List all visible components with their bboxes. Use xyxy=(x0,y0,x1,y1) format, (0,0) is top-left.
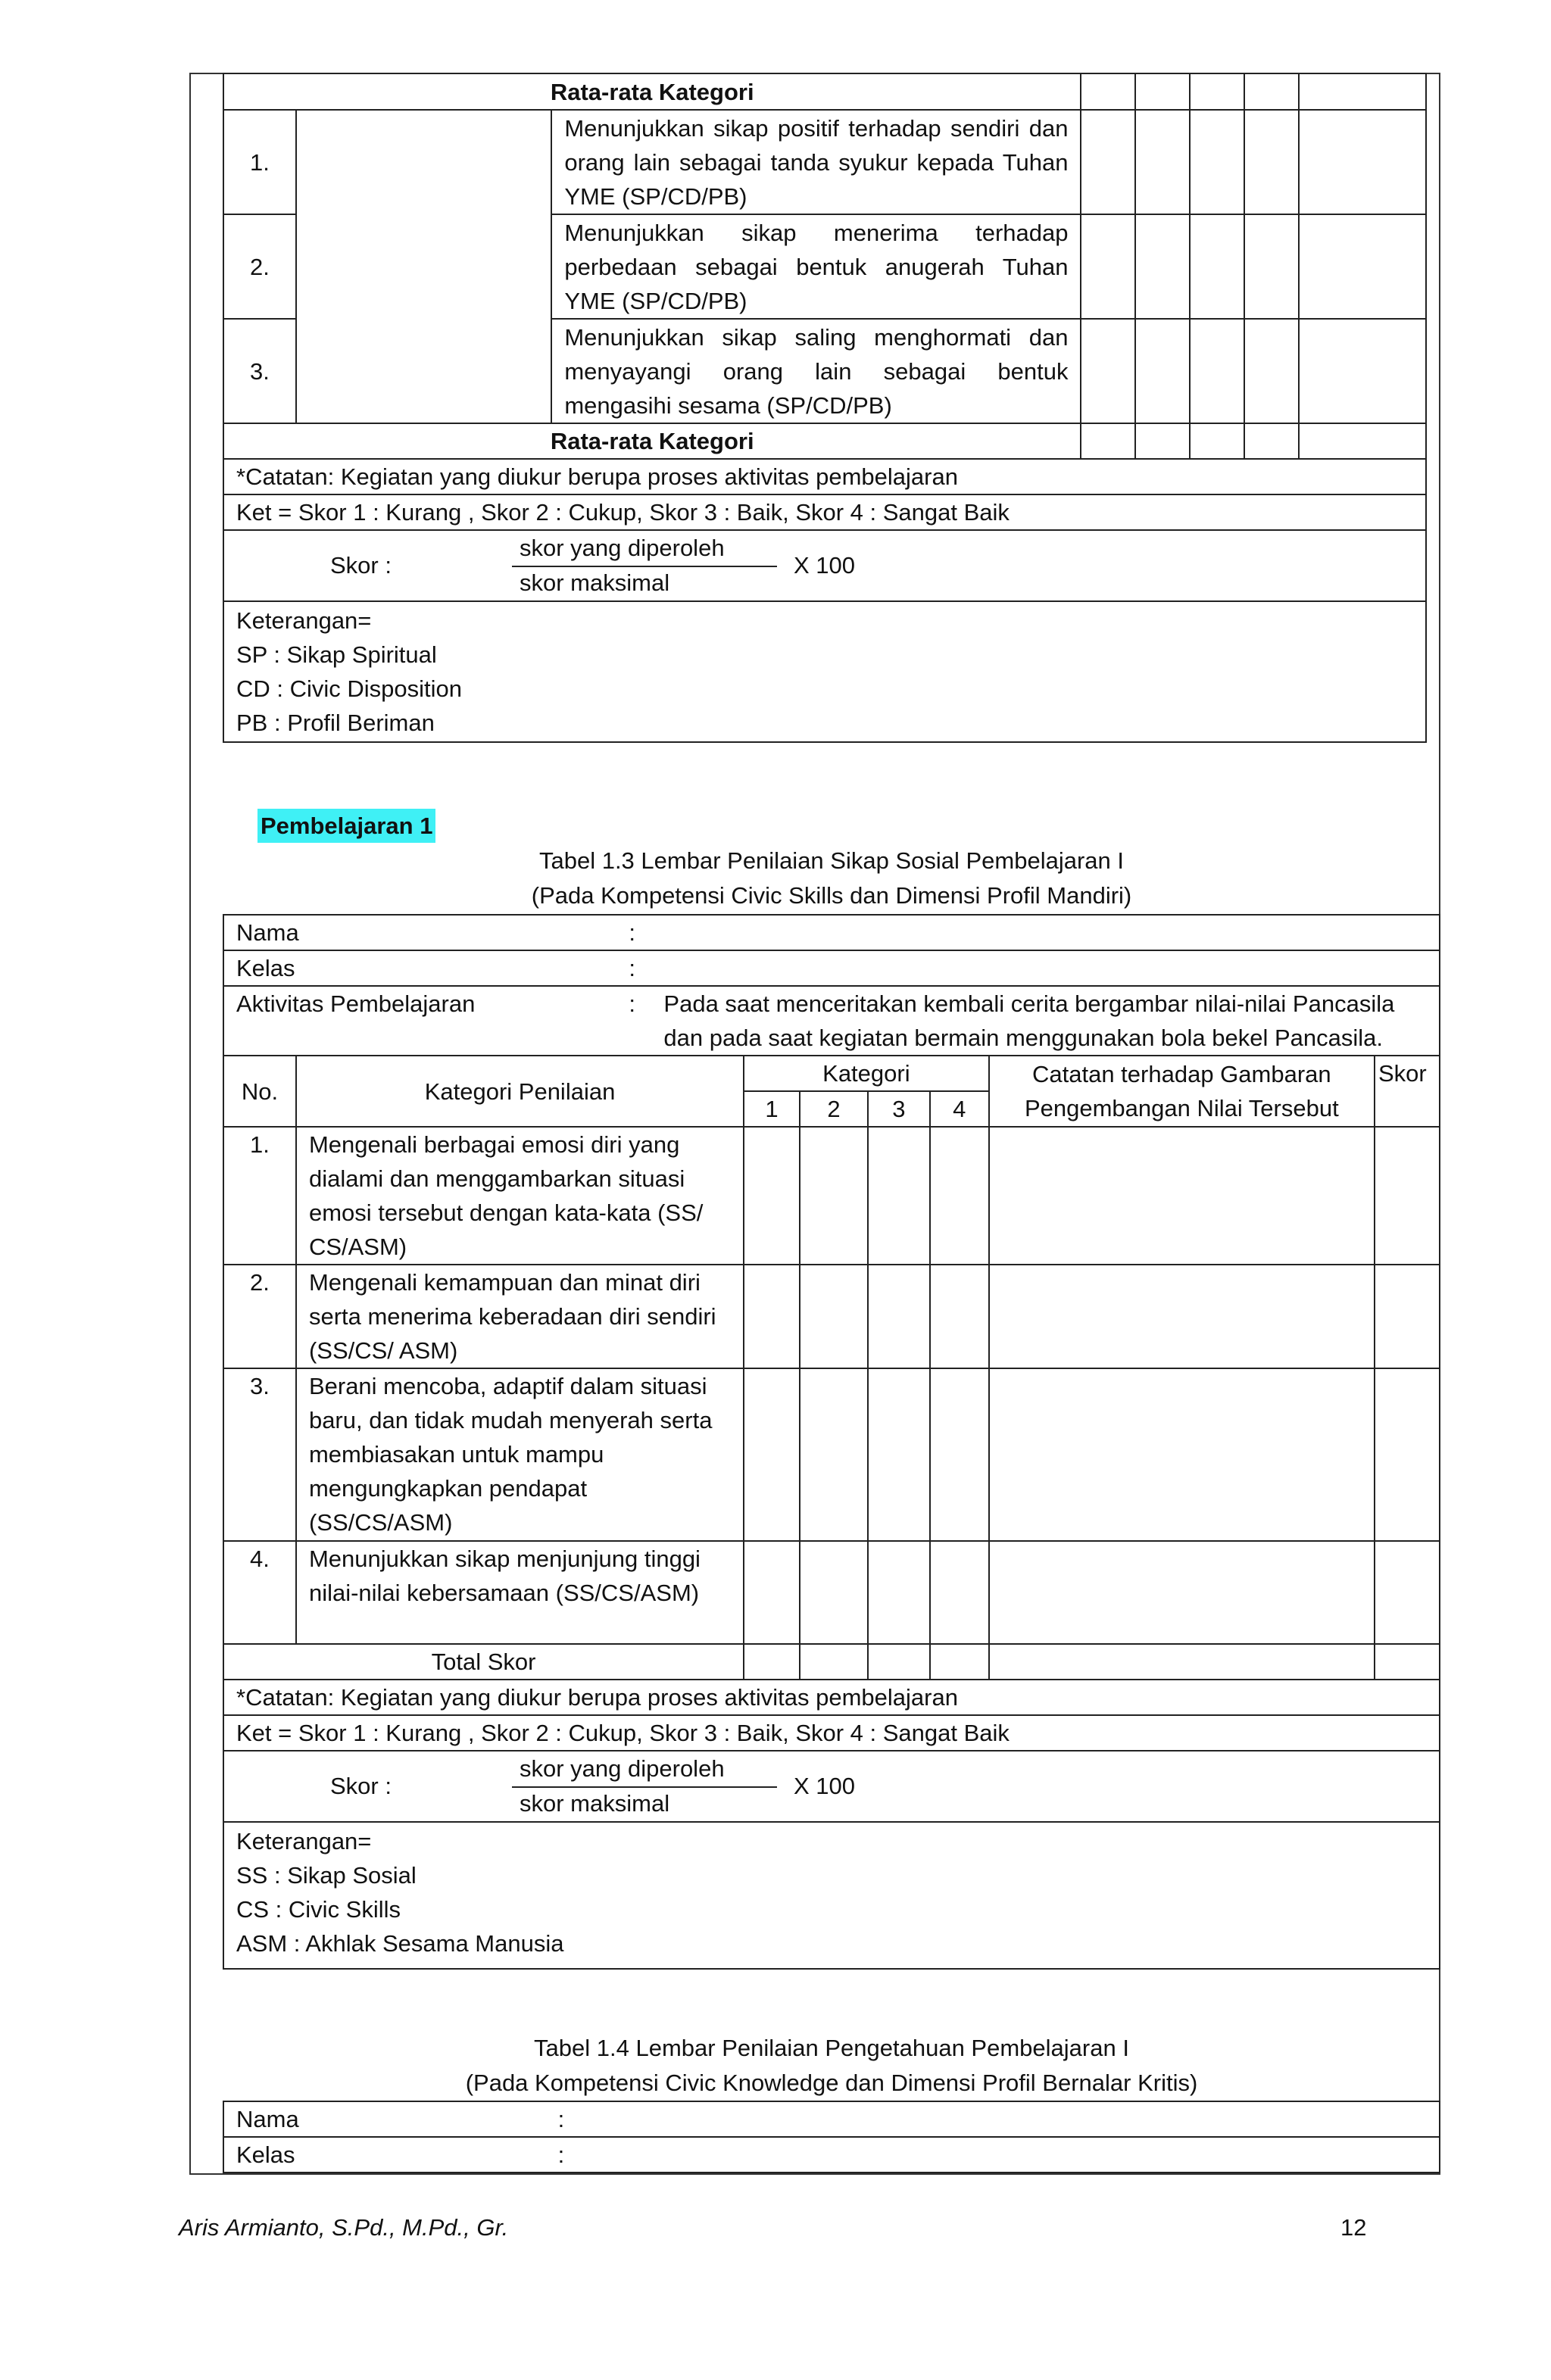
catatan-cell[interactable] xyxy=(989,1644,1375,1680)
score-cell[interactable] xyxy=(930,1644,989,1680)
keterangan-block xyxy=(223,1822,1440,1969)
score-cell[interactable] xyxy=(800,1265,868,1368)
row-number: 2. xyxy=(223,214,296,319)
score-cell[interactable] xyxy=(1081,73,1135,110)
skor-cell[interactable] xyxy=(1375,1541,1440,1644)
page-number: 12 xyxy=(1340,2214,1367,2241)
score-cell[interactable] xyxy=(744,1644,800,1680)
score-cell[interactable] xyxy=(1299,110,1426,214)
score-cell[interactable] xyxy=(1135,110,1190,214)
aktivitas-value: Pada saat menceritakan kembali cerita bergambar nilai-nilai Pancasila dan pada saat kegiatan bermain menggunakan bola bekel Pancasila. xyxy=(663,990,1395,1051)
keterangan-item: PB : Profil Beriman xyxy=(236,710,435,736)
score-cell[interactable] xyxy=(1244,214,1299,319)
score-cell[interactable] xyxy=(868,1265,930,1368)
skor-cell[interactable] xyxy=(1375,1368,1440,1541)
keterangan-block xyxy=(223,601,1426,742)
col-k1: 1 xyxy=(744,1091,800,1127)
skor-formula xyxy=(223,530,1426,601)
catatan-cell[interactable] xyxy=(989,1541,1375,1644)
row-number: 4. xyxy=(223,1541,296,1644)
section-label-highlight: Pembelajaran 1 xyxy=(257,809,435,843)
score-cell[interactable] xyxy=(1244,110,1299,214)
fraction-denominator: skor maksimal xyxy=(520,569,670,596)
catatan-note: *Catatan: Kegiatan yang diukur berupa proses aktivitas pembelajaran xyxy=(223,459,1426,494)
score-cell[interactable] xyxy=(930,1541,989,1644)
skor-cell[interactable] xyxy=(1375,1644,1440,1680)
social-assessment-table xyxy=(223,914,1440,1970)
nama-field[interactable] xyxy=(549,2101,1440,2137)
table2-caption-line2: (Pada Kompetensi Civic Skills dan Dimensi Profil Mandiri) xyxy=(531,882,1132,909)
score-cell[interactable] xyxy=(1299,423,1426,459)
nama-field[interactable] xyxy=(619,915,1440,950)
ket-legend: Ket = Skor 1 : Kurang , Skor 2 : Cukup, Skor 3 : Baik, Skor 4 : Sangat Baik xyxy=(223,494,1426,530)
keterangan-item: ASM : Akhlak Sesama Manusia xyxy=(236,1930,564,1957)
score-cell[interactable] xyxy=(868,1127,930,1265)
catatan-cell[interactable] xyxy=(989,1127,1375,1265)
kelas-label: Kelas xyxy=(223,950,619,986)
score-cell[interactable] xyxy=(1081,423,1135,459)
score-cell[interactable] xyxy=(868,1644,930,1680)
skor-label: Skor : xyxy=(330,552,392,579)
row-text: Menunjukkan sikap menjunjung tinggi nilai-nilai kebersamaan (SS/CS/ASM) xyxy=(296,1541,744,1644)
table3-caption-line1: Tabel 1.4 Lembar Penilaian Pengetahuan Pembelajaran I xyxy=(534,2035,1129,2061)
score-cell[interactable] xyxy=(800,1368,868,1541)
col-catatan: Catatan terhadap Gambaran Pengembangan Nilai Tersebut xyxy=(989,1056,1375,1127)
row-text: Mengenali berbagai emosi diri yang dialami dan menggambarkan situasi emosi tersebut dengan kata-kata (SS/ CS/ASM) xyxy=(296,1127,744,1265)
row-number: 1. xyxy=(223,1127,296,1265)
score-cell[interactable] xyxy=(1081,214,1135,319)
knowledge-assessment-table xyxy=(223,2101,1440,2173)
col-no: No. xyxy=(223,1056,296,1127)
skor-formula xyxy=(223,1751,1440,1822)
score-cell[interactable] xyxy=(800,1541,868,1644)
score-cell[interactable] xyxy=(1190,319,1244,423)
col-kategori-penilaian: Kategori Penilaian xyxy=(296,1056,744,1127)
score-cell[interactable] xyxy=(800,1127,868,1265)
merged-blank-cell xyxy=(296,110,551,423)
row-text: Menunjukkan sikap menerima terhadap perbedaan sebagai bentuk anugerah Tuhan YME (SP/CD/PB) xyxy=(551,214,1081,319)
table3-caption-line2: (Pada Kompetensi Civic Knowledge dan Dimensi Profil Bernalar Kritis) xyxy=(465,2070,1198,2096)
col-k3: 3 xyxy=(868,1091,930,1127)
catatan-note: *Catatan: Kegiatan yang diukur berupa proses aktivitas pembelajaran xyxy=(223,1680,1440,1715)
score-cell[interactable] xyxy=(868,1368,930,1541)
multiplier: X 100 xyxy=(794,1773,856,1799)
score-cell[interactable] xyxy=(1299,319,1426,423)
score-cell[interactable] xyxy=(1190,423,1244,459)
rata-rata-kategori-footer: Rata-rata Kategori xyxy=(223,423,1081,459)
score-cell[interactable] xyxy=(1299,73,1426,110)
keterangan-item: CD : Civic Disposition xyxy=(236,675,463,702)
catatan-cell[interactable] xyxy=(989,1368,1375,1541)
kelas-field[interactable] xyxy=(549,2137,1440,2173)
ket-legend: Ket = Skor 1 : Kurang , Skor 2 : Cukup, Skor 3 : Baik, Skor 4 : Sangat Baik xyxy=(223,1715,1440,1751)
kelas-label: Kelas xyxy=(223,2137,549,2173)
catatan-cell[interactable] xyxy=(989,1265,1375,1368)
row-number: 3. xyxy=(223,1368,296,1541)
kelas-field[interactable] xyxy=(619,950,1440,986)
keterangan-item: CS : Civic Skills xyxy=(236,1896,401,1923)
colon: : xyxy=(557,2106,565,2132)
score-cell[interactable] xyxy=(1135,73,1190,110)
nama-label: Nama xyxy=(223,2101,549,2137)
row-number: 2. xyxy=(223,1265,296,1368)
score-cell[interactable] xyxy=(744,1541,800,1644)
nama-label: Nama xyxy=(223,915,619,950)
score-cell[interactable] xyxy=(930,1265,989,1368)
col-k4: 4 xyxy=(930,1091,989,1127)
table-row xyxy=(223,1265,1440,1368)
score-cell[interactable] xyxy=(1135,423,1190,459)
keterangan-title: Keterangan= xyxy=(236,1828,372,1854)
keterangan-item: SP : Sikap Spiritual xyxy=(236,641,437,668)
fraction-denominator: skor maksimal xyxy=(520,1790,670,1817)
table2-caption-line1: Tabel 1.3 Lembar Penilaian Sikap Sosial Pembelajaran I xyxy=(538,847,1125,874)
table-row xyxy=(223,1127,1440,1265)
col-skor: Skor xyxy=(1375,1056,1440,1127)
colon: : xyxy=(629,919,636,946)
keterangan-title: Keterangan= xyxy=(236,607,372,634)
row-text: Mengenali kemampuan dan minat diri serta menerima keberadaan diri sendiri (SS/CS/ ASM) xyxy=(296,1265,744,1368)
table-row xyxy=(223,110,1426,214)
score-cell[interactable] xyxy=(1190,110,1244,214)
score-cell[interactable] xyxy=(800,1644,868,1680)
colon: : xyxy=(629,955,636,981)
row-text: Berani mencoba, adaptif dalam situasi baru, dan tidak mudah menyerah serta membiasakan untuk mampu mengungkapkan pendapat (SS/CS/ASM) xyxy=(296,1368,744,1541)
skor-cell[interactable] xyxy=(1375,1127,1440,1265)
score-cell[interactable] xyxy=(1190,73,1244,110)
colon: : xyxy=(557,2141,565,2168)
score-cell[interactable] xyxy=(744,1127,800,1265)
table-row xyxy=(223,1368,1440,1541)
score-cell[interactable] xyxy=(1244,319,1299,423)
score-cell[interactable] xyxy=(1135,319,1190,423)
score-cell[interactable] xyxy=(868,1541,930,1644)
multiplier: X 100 xyxy=(794,552,856,579)
row-number: 1. xyxy=(223,110,296,214)
fraction-numerator: skor yang diperoleh xyxy=(520,535,725,561)
score-cell[interactable] xyxy=(930,1368,989,1541)
score-cell[interactable] xyxy=(744,1368,800,1541)
score-cell[interactable] xyxy=(1244,423,1299,459)
score-cell[interactable] xyxy=(1190,214,1244,319)
score-cell[interactable] xyxy=(1299,214,1426,319)
score-cell[interactable] xyxy=(744,1265,800,1368)
aktivitas-field xyxy=(619,986,1440,1056)
keterangan-item: SS : Sikap Sosial xyxy=(236,1862,417,1889)
total-skor-label: Total Skor xyxy=(223,1644,744,1680)
col-kategori: Kategori xyxy=(744,1056,989,1091)
score-cell[interactable] xyxy=(1081,319,1135,423)
score-cell[interactable] xyxy=(1135,214,1190,319)
row-number: 3. xyxy=(223,319,296,423)
score-cell[interactable] xyxy=(1244,73,1299,110)
score-cell[interactable] xyxy=(1081,110,1135,214)
table-row xyxy=(223,1541,1440,1644)
rata-rata-kategori-header: Rata-rata Kategori xyxy=(223,73,1081,110)
score-cell[interactable] xyxy=(930,1127,989,1265)
skor-label: Skor : xyxy=(330,1773,392,1799)
footer-author: Aris Armianto, S.Pd., M.Pd., Gr. xyxy=(179,2214,509,2241)
skor-cell[interactable] xyxy=(1375,1265,1440,1368)
col-k2: 2 xyxy=(800,1091,868,1127)
colon: : xyxy=(629,990,636,1017)
fraction-numerator: skor yang diperoleh xyxy=(520,1755,725,1782)
spiritual-assessment-table xyxy=(223,73,1427,743)
row-text: Menunjukkan sikap positif terhadap sendiri dan orang lain sebagai tanda syukur kepada Tuhan YME (SP/CD/PB) xyxy=(551,110,1081,214)
aktivitas-label: Aktivitas Pembelajaran xyxy=(223,986,619,1056)
row-text: Menunjukkan sikap saling menghormati dan menyayangi orang lain sebagai bentuk mengasihi sesama (SP/CD/PB) xyxy=(551,319,1081,423)
